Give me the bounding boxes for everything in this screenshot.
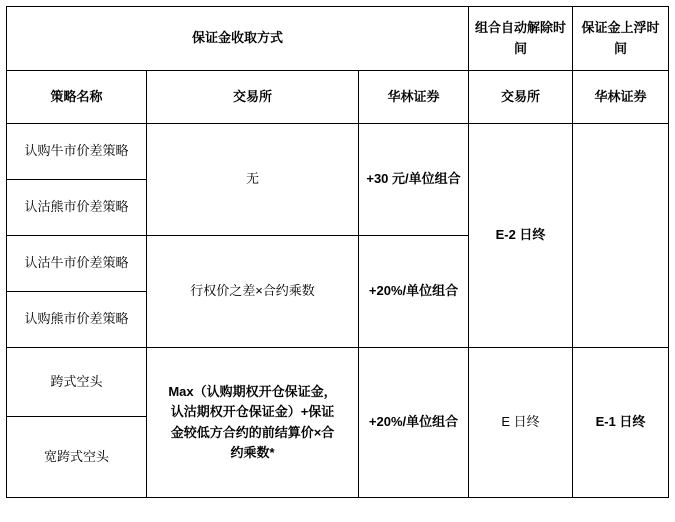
cell-hualin-margin-group2: +20%/单位组合 [359, 236, 469, 348]
formula-line-1: Max（认购期权开仓保证金， [168, 384, 337, 400]
row-strategy-call-bull-spread: 认购牛市价差策略 [7, 124, 147, 180]
subheader-hualin-margin: 华林证券 [359, 71, 469, 124]
header-margin-up-time: 保证金上浮时间 [573, 7, 669, 71]
row-strategy-put-bull-spread: 认沽牛市价差策略 [7, 236, 147, 292]
cell-exchange-margin-group1: 无 [147, 124, 359, 236]
formula-line-4: 约乘数* [230, 444, 275, 460]
subheader-hualin-release: 华林证券 [573, 71, 669, 124]
cell-auto-release-group1: E-2 日终 [469, 124, 573, 348]
subheader-exchange-release: 交易所 [469, 71, 573, 124]
table-row [7, 348, 669, 417]
table-header-row [7, 7, 669, 71]
row-strategy-put-bear-spread: 认沽熊市价差策略 [7, 180, 147, 236]
cell-auto-release-group3: E 日终 [469, 348, 573, 498]
table-row [7, 124, 669, 180]
margin-table-document [0, 6, 675, 522]
margin-rules-table [6, 6, 669, 498]
formula-line-3: 金较低方合约的前结算价×合 [170, 424, 335, 440]
cell-margin-up-group1 [573, 124, 669, 348]
cell-exchange-margin-group2: 行权价之差×合约乘数 [147, 236, 359, 348]
formula-line-2: 认沽期权开仓保证金）+保证 [170, 404, 335, 420]
header-auto-release-time: 组合自动解除时间 [469, 7, 573, 71]
subheader-exchange-margin: 交易所 [147, 71, 359, 124]
subheader-strategy-name: 策略名称 [7, 71, 147, 124]
header-margin-method: 保证金收取方式 [7, 7, 469, 71]
row-strategy-short-strangle: 宽跨式空头 [7, 417, 147, 498]
cell-margin-up-group3: E-1 日终 [573, 348, 669, 498]
row-strategy-call-bear-spread: 认购熊市价差策略 [7, 292, 147, 348]
row-strategy-short-straddle: 跨式空头 [7, 348, 147, 417]
cell-exchange-margin-group3 [147, 348, 359, 498]
cell-hualin-margin-group1: +30 元/单位组合 [359, 124, 469, 236]
table-subheader-row [7, 71, 669, 124]
cell-hualin-margin-group3: +20%/单位组合 [359, 348, 469, 498]
